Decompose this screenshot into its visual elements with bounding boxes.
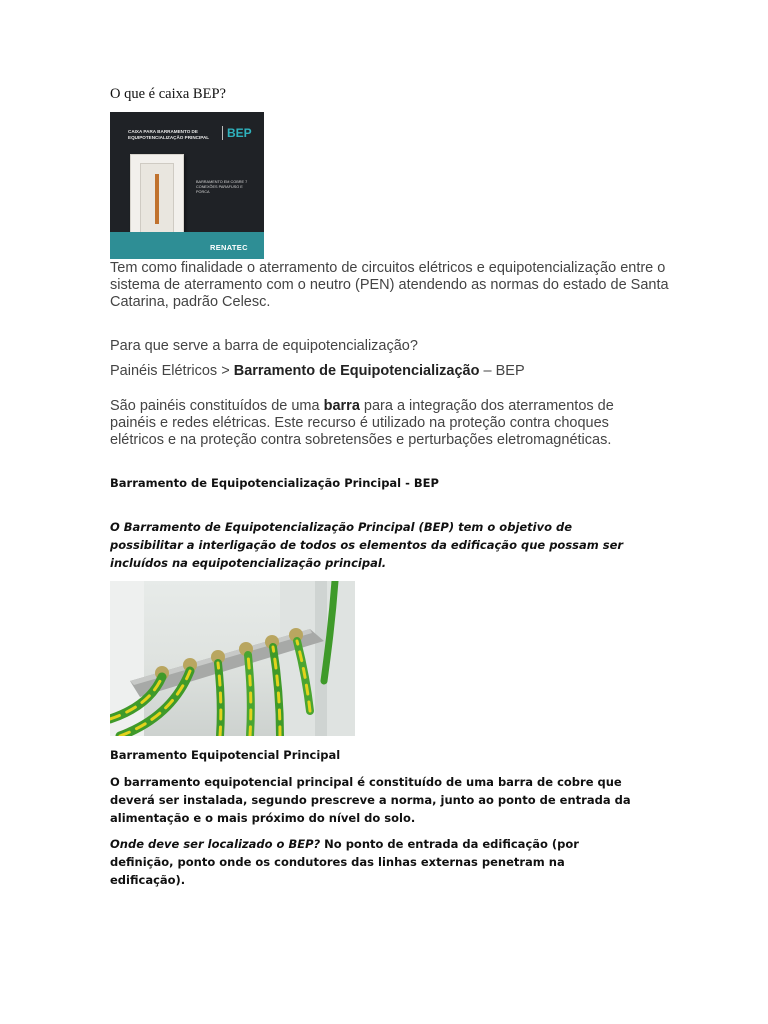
para2-bold: barra [323, 398, 360, 414]
para2-before: São painéis constituídos de uma [110, 398, 324, 414]
product-image-side-note: BARRAMENTO EM COBRE 7 CONEXÕES PARAFUSO E PORCA [196, 180, 248, 194]
description-paragraph [110, 398, 655, 449]
busbar-definition-paragraph: O barramento equipotencial principal é constituído de uma barra de cobre que deverá ser instalada, segundo prescreve a norma, junto ao ponto de entrada da alimentação e o mais próximo do nível do solo. [110, 775, 631, 825]
enclosure-interior [140, 163, 174, 237]
bep-box-product-image [110, 112, 264, 259]
busbar-photo [110, 581, 355, 736]
question-heading: Para que serve a barra de equipotencialização? [110, 338, 418, 354]
renatec-logo: RENATEC [210, 243, 248, 252]
page-heading: O que é caixa BEP? [110, 86, 226, 102]
product-image-badge: BEP [222, 126, 252, 140]
copper-bar-illustration [155, 174, 159, 224]
bep-objective-paragraph: O Barramento de Equipotencialização Principal (BEP) tem o objetivo de possibilitar a interligação de todos os elementos da edificação que possam ser incluídos na equipotencialização principal. [110, 520, 624, 570]
breadcrumb-prefix: Painéis Elétricos > [110, 363, 234, 379]
section-heading-equipotencial: Barramento Equipotencial Principal [110, 748, 341, 762]
breadcrumb-suffix: – BEP [479, 363, 525, 379]
breadcrumb-current: Barramento de Equipotencialização [233, 363, 480, 379]
product-image-header: CAIXA PARA BARRAMENTO DE EQUIPOTENCIALIZAÇÃO PRINCIPAL [128, 129, 210, 140]
bep-location-paragraph [110, 835, 640, 889]
para2-after: para a integração dos aterramentos de painéis e redes elétricas. Este recurso é utilizado na proteção contra choques elétricos e na proteção contra sobretensões e perturbações eletromagnéticas. [110, 398, 614, 448]
location-question: Onde deve ser localizado o BEP? [110, 837, 321, 851]
busbar-photo-graphic [110, 581, 355, 736]
breadcrumb [110, 363, 525, 380]
section-heading-bep: Barramento de Equipotencialização Principal - BEP [110, 476, 439, 490]
location-answer: No ponto de entrada da edificação (por definição, ponto onde os condutores das linhas externas penetram na edificação). [110, 837, 579, 887]
intro-paragraph: Tem como finalidade o aterramento de circuitos elétricos e equipotencialização entre o sistema de aterramento com o neutro (PEN) atendendo as normas do estado de Santa Catarina, padrão Celesc. [110, 260, 669, 310]
